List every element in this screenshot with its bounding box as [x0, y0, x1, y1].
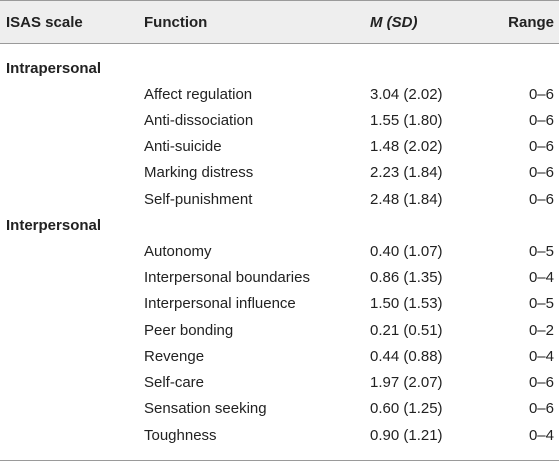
table-header: [0, 0, 559, 44]
function-cell: Revenge: [144, 348, 205, 365]
function-cell: Marking distress: [144, 164, 254, 181]
table-row: [0, 348, 559, 374]
mean-sd-cell: 0.90 (1.21): [370, 427, 443, 444]
function-cell: Peer bonding: [144, 322, 234, 339]
function-cell: Interpersonal boundaries: [144, 269, 310, 286]
mean-sd-cell: 2.23 (1.84): [370, 164, 443, 181]
table-row: [0, 164, 559, 190]
range-cell: 0–6: [528, 86, 554, 103]
table-row: [0, 243, 559, 269]
range-cell: 0–4: [528, 427, 554, 444]
section-interpersonal: Interpersonal: [6, 217, 102, 234]
mean-sd-cell: 1.55 (1.80): [370, 112, 443, 129]
function-cell: Interpersonal influence: [144, 295, 296, 312]
function-cell: Anti-suicide: [144, 138, 222, 155]
mean-sd-cell: 1.48 (2.02): [370, 138, 443, 155]
mean-sd-cell: 1.97 (2.07): [370, 374, 443, 391]
header-mean-sd: M (SD): [370, 14, 418, 31]
range-cell: 0–4: [528, 348, 554, 365]
header-isas-scale: ISAS scale: [6, 14, 83, 31]
mean-sd-cell: 3.04 (2.02): [370, 86, 443, 103]
range-cell: 0–6: [528, 138, 554, 155]
mean-sd-cell: 0.60 (1.25): [370, 400, 443, 417]
table-row: [0, 138, 559, 164]
function-cell: Autonomy: [144, 243, 212, 260]
table-row: [0, 269, 559, 295]
table-row: [0, 427, 559, 453]
range-cell: 0–6: [528, 374, 554, 391]
table-row: [0, 374, 559, 400]
table-row: [0, 400, 559, 426]
header-range: Range: [508, 14, 554, 31]
range-cell: 0–6: [528, 164, 554, 181]
mean-sd-cell: 0.21 (0.51): [370, 322, 443, 339]
range-cell: 0–6: [528, 191, 554, 208]
table-row: [0, 322, 559, 348]
range-cell: 0–5: [528, 243, 554, 260]
table-row: [0, 191, 559, 217]
mean-sd-cell: 0.40 (1.07): [370, 243, 443, 260]
mean-sd-cell: 1.50 (1.53): [370, 295, 443, 312]
table-row: [0, 112, 559, 138]
function-cell: Self-punishment: [144, 191, 253, 208]
function-cell: Affect regulation: [144, 86, 253, 103]
range-cell: 0–5: [528, 295, 554, 312]
mean-sd-cell: 2.48 (1.84): [370, 191, 443, 208]
mean-sd-cell: 0.86 (1.35): [370, 269, 443, 286]
section-intrapersonal: Intrapersonal: [6, 60, 102, 77]
range-cell: 0–4: [528, 269, 554, 286]
range-cell: 0–6: [528, 112, 554, 129]
function-cell: Anti-dissociation: [144, 112, 254, 129]
range-cell: 0–2: [528, 322, 554, 339]
range-cell: 0–6: [528, 400, 554, 417]
function-cell: Toughness: [144, 427, 217, 444]
header-function: Function: [144, 14, 208, 31]
function-cell: Sensation seeking: [144, 400, 267, 417]
table-row: [0, 295, 559, 321]
bottom-rule: [0, 460, 559, 461]
table-row: [0, 86, 559, 112]
function-cell: Self-care: [144, 374, 205, 391]
mean-sd-cell: 0.44 (0.88): [370, 348, 443, 365]
